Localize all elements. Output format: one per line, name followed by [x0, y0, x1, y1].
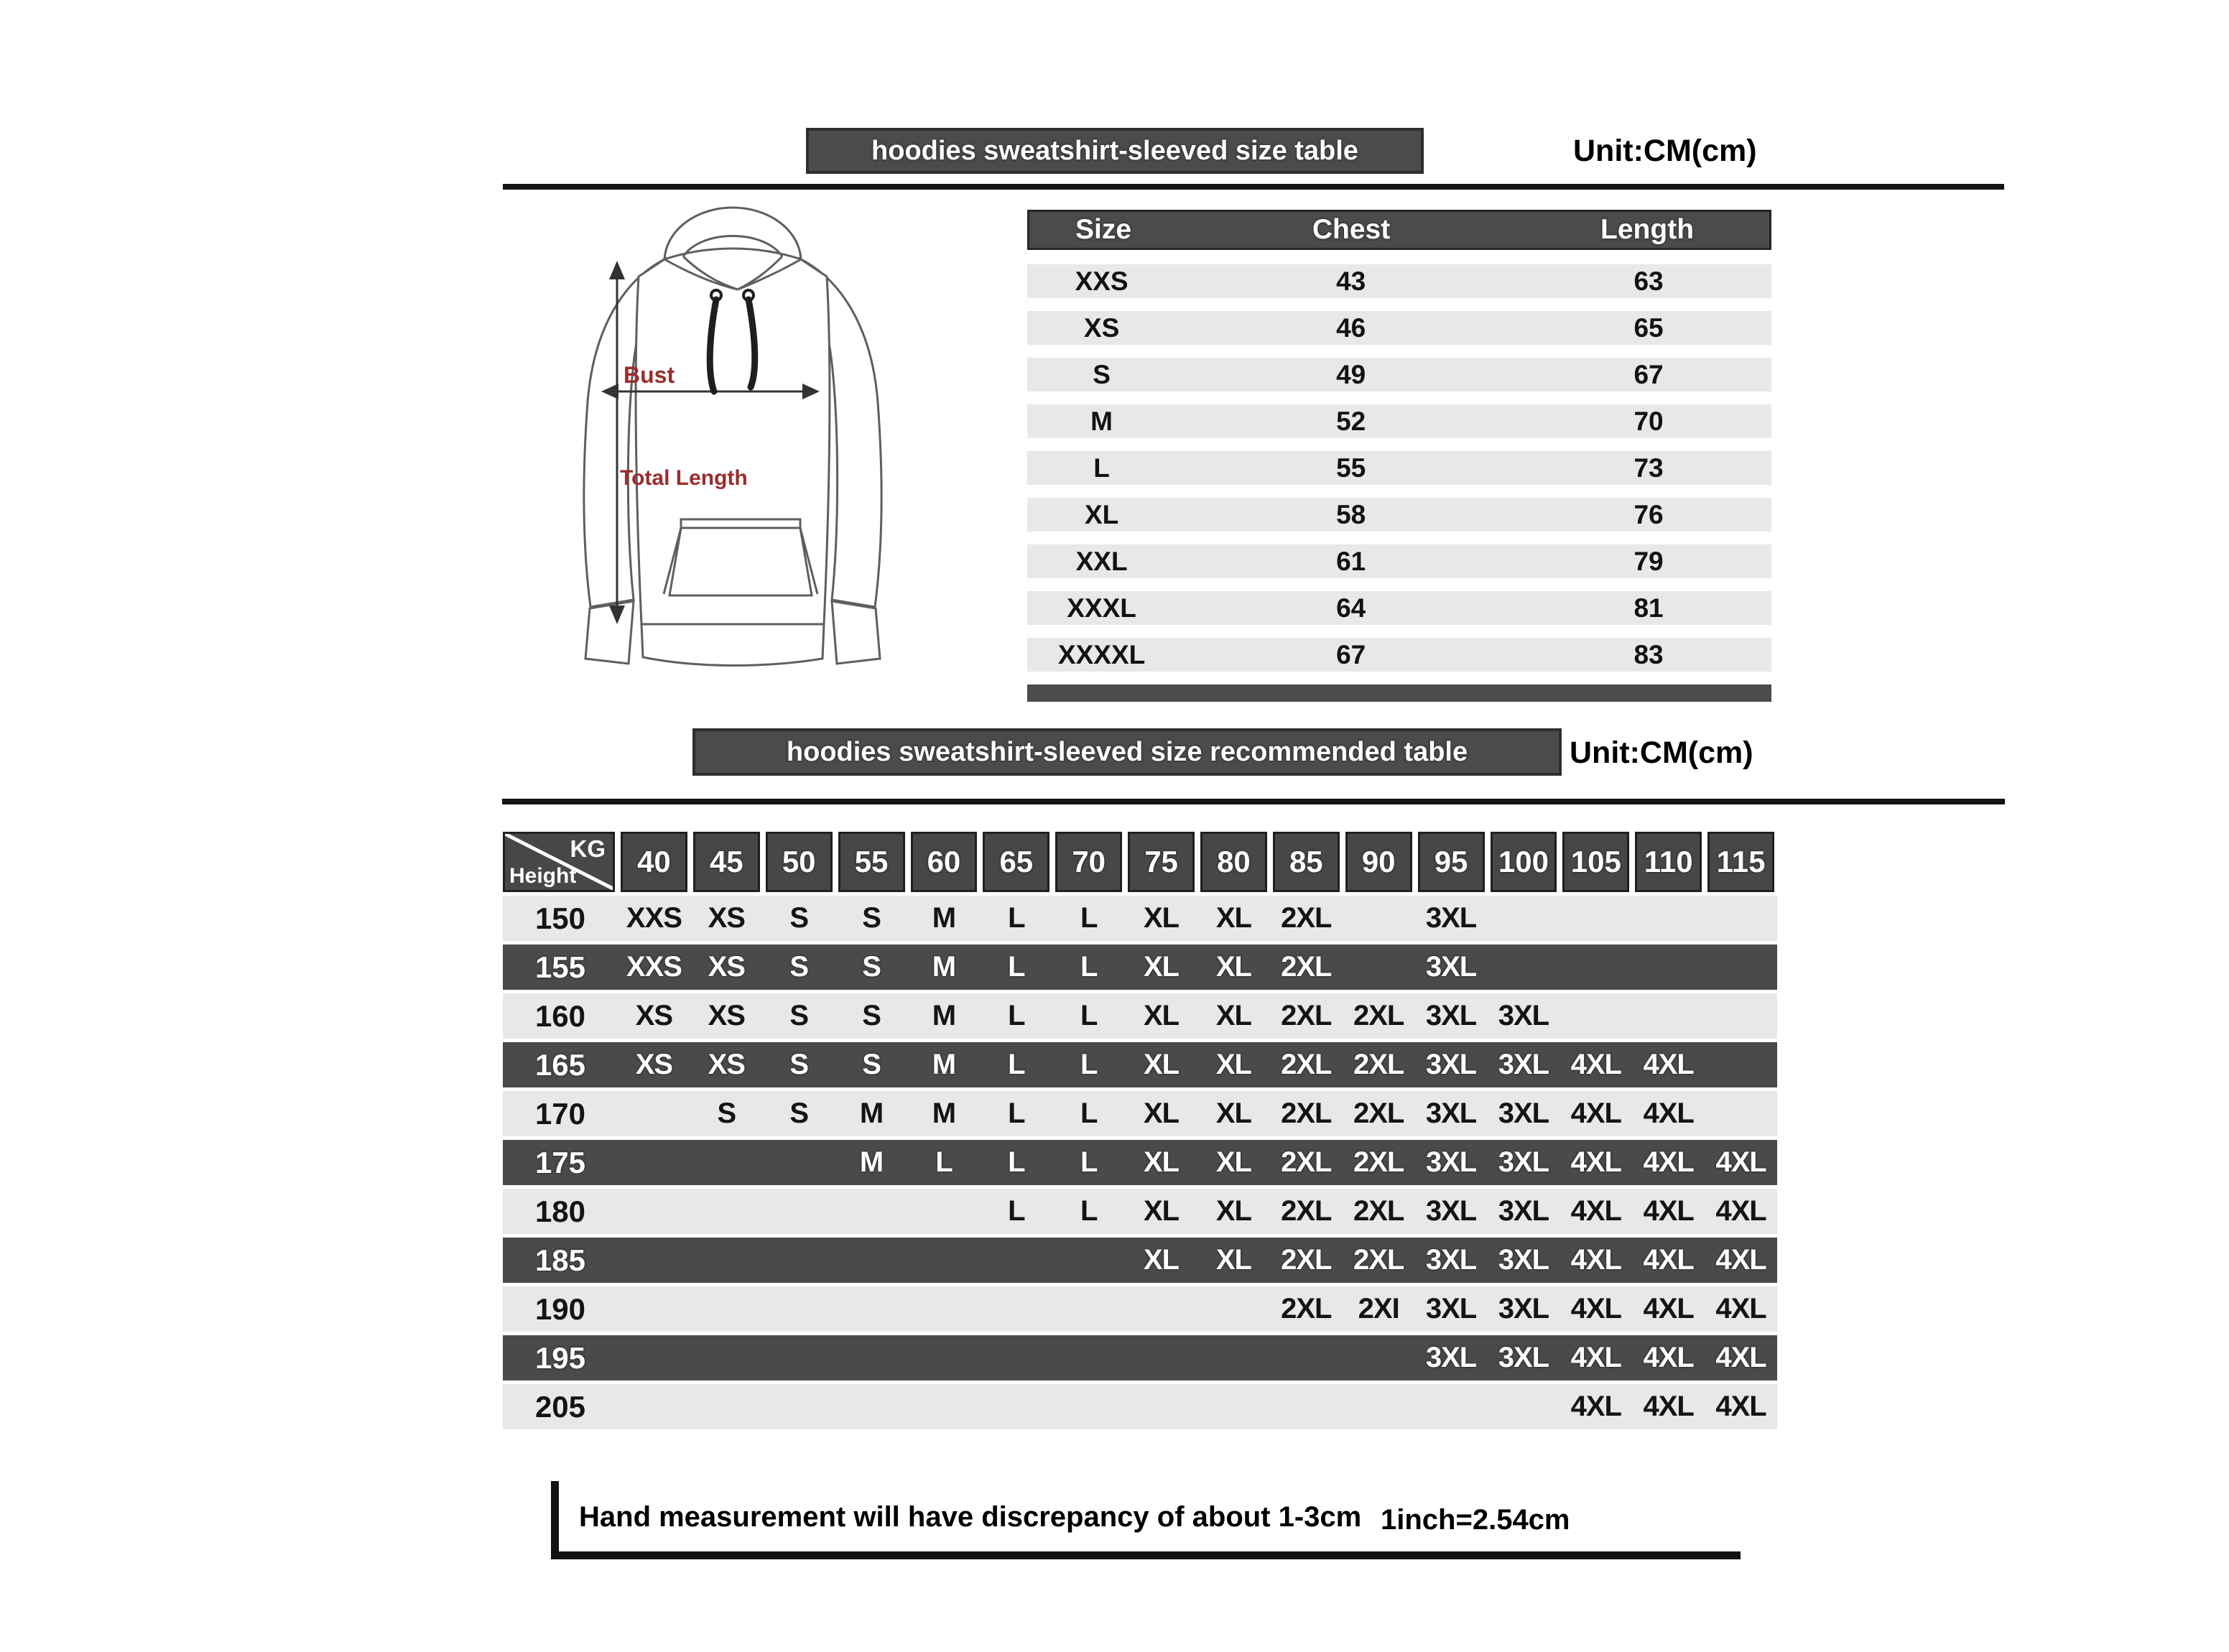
- size-recommendation-cell: L: [1008, 1049, 1025, 1080]
- size-recommendation-cell: 2XL: [1353, 1098, 1404, 1129]
- size-cell: L: [1093, 453, 1110, 483]
- size-recommendation-cell: 4XL: [1570, 1391, 1621, 1422]
- size-table-row: [1027, 638, 1771, 672]
- size-recommendation-cell: XL: [1144, 1146, 1180, 1178]
- size-recommendation-cell: 2XL: [1281, 1049, 1332, 1080]
- size-recommendation-cell: 4XL: [1715, 1342, 1766, 1373]
- size-recommendation-cell: L: [935, 1146, 953, 1178]
- size-recommendation-cell: M: [932, 1000, 956, 1031]
- size-recommendation-cell: 2XL: [1281, 1146, 1332, 1178]
- size-cell: XXXL: [1067, 593, 1136, 623]
- matrix-row: [503, 1384, 1777, 1429]
- size-table-row: [1027, 358, 1771, 391]
- height-label: 205: [534, 1389, 586, 1424]
- size-recommendation-cell: L: [1080, 1146, 1098, 1178]
- length-cell: 79: [1633, 546, 1664, 576]
- length-cell: 65: [1633, 312, 1664, 343]
- size-recommendation-cell: 4XL: [1643, 1244, 1694, 1276]
- size-recommendation-cell: 3XL: [1425, 902, 1477, 934]
- weight-header-cell: 75: [1128, 832, 1195, 892]
- size-recommendation-cell: XL: [1144, 1244, 1180, 1276]
- weight-header-cell: 80: [1200, 832, 1267, 892]
- size-recommendation-cell: 3XL: [1425, 1244, 1477, 1276]
- size-table-row: [1027, 498, 1771, 532]
- weight-header-cell: 110: [1635, 832, 1702, 892]
- size-recommendation-cell: XS: [708, 902, 745, 934]
- size-recommendation-cell: S: [789, 1000, 809, 1031]
- height-label: 165: [534, 1047, 586, 1082]
- size-recommendation-cell: XL: [1144, 1049, 1180, 1080]
- size-recommendation-cell: 2XL: [1281, 902, 1332, 934]
- size-recommendation-cell: 4XL: [1570, 1049, 1621, 1080]
- size-recommendation-cell: 3XL: [1425, 1293, 1477, 1324]
- matrix-corner-cell: [503, 832, 615, 892]
- size-cell: XXL: [1075, 546, 1128, 576]
- size-recommendation-cell: L: [1080, 902, 1098, 934]
- matrix-row: [503, 1335, 1777, 1380]
- size-recommendation-cell: L: [1008, 1098, 1025, 1129]
- weight-header-cell: 90: [1345, 832, 1412, 892]
- size-recommendation-cell: S: [789, 902, 809, 934]
- size-recommendation-cell: 2XL: [1281, 1244, 1332, 1276]
- size-cell: XXXXL: [1057, 639, 1146, 669]
- weight-header-cell: 50: [766, 832, 833, 892]
- inch-conversion-note: 1inch=2.54cm: [1381, 1504, 1570, 1536]
- size-recommendation-cell: L: [1080, 1098, 1098, 1129]
- size-recommendation-cell: L: [1008, 1146, 1025, 1178]
- length-cell: 81: [1633, 593, 1664, 623]
- total-length-label: Total Length: [620, 466, 748, 490]
- weight-header-cell: 115: [1707, 832, 1774, 892]
- size-recommendation-cell: 2XI: [1358, 1293, 1399, 1324]
- corner-height-label: Height: [509, 864, 577, 888]
- chest-cell: 43: [1336, 266, 1366, 296]
- matrix-weight-header: [503, 832, 1777, 892]
- matrix-row: [503, 1140, 1777, 1185]
- weight-header-cell: 55: [838, 832, 905, 892]
- size-recommendation-cell: 2XL: [1353, 1195, 1404, 1227]
- size-recommendation-cell: S: [862, 951, 881, 983]
- size-recommendation-cell: 4XL: [1643, 1342, 1694, 1373]
- size-recommendation-cell: XXS: [626, 951, 682, 983]
- chest-cell: 64: [1336, 593, 1366, 623]
- matrix-row: [503, 1286, 1777, 1332]
- size-recommendation-cell: 4XL: [1643, 1391, 1694, 1422]
- footer-bracket-vertical: [551, 1481, 559, 1559]
- size-recommendation-cell: 3XL: [1425, 1195, 1477, 1227]
- chest-column-header: Chest: [1312, 214, 1391, 245]
- divider-middle: [502, 799, 2005, 804]
- size-recommendation-cell: 4XL: [1570, 1195, 1621, 1227]
- size-recommendation-cell: 4XL: [1643, 1098, 1694, 1129]
- size-recommendation-cell: 3XL: [1425, 1000, 1477, 1031]
- size-recommendation-cell: 4XL: [1570, 1146, 1621, 1178]
- length-cell: 67: [1633, 359, 1664, 389]
- length-cell: 76: [1633, 499, 1664, 529]
- weight-header-cell: 40: [621, 832, 687, 892]
- size-recommendation-cell: XL: [1215, 1000, 1251, 1031]
- size-recommendation-cell: 4XL: [1570, 1244, 1621, 1276]
- matrix-row: [503, 896, 1777, 941]
- size-recommendation-cell: M: [859, 1146, 884, 1178]
- chest-cell: 49: [1336, 359, 1366, 389]
- size-table-row: [1027, 451, 1771, 485]
- size-recommendation-cell: M: [932, 1098, 956, 1129]
- size-recommendation-cell: 4XL: [1570, 1293, 1621, 1324]
- height-label: 170: [534, 1096, 586, 1131]
- height-label: 180: [534, 1194, 586, 1228]
- size-recommendation-cell: L: [1008, 1195, 1025, 1227]
- chest-cell: 55: [1336, 453, 1366, 483]
- weight-header-cell: 70: [1055, 832, 1122, 892]
- size-recommendation-cell: XL: [1215, 951, 1251, 983]
- matrix-row: [503, 945, 1777, 990]
- size-recommendation-cell: L: [1080, 1195, 1098, 1227]
- matrix-row: [503, 1042, 1777, 1087]
- size-recommendation-cell: S: [789, 1049, 809, 1080]
- length-cell: 83: [1633, 639, 1664, 669]
- size-recommendation-cell: L: [1008, 951, 1025, 983]
- weight-header-cell: 100: [1491, 832, 1557, 892]
- size-recommendation-cell: 3XL: [1425, 1146, 1477, 1178]
- size-recommendation-cell: XL: [1215, 1195, 1251, 1227]
- size-table-row: [1027, 311, 1771, 345]
- size-table-row: [1027, 264, 1771, 298]
- size-recommendation-cell: L: [1008, 902, 1025, 934]
- size-recommendation-cell: M: [932, 902, 956, 934]
- chest-cell: 52: [1336, 406, 1366, 436]
- size-recommendation-cell: XL: [1144, 902, 1180, 934]
- bust-label: Bust: [624, 362, 675, 388]
- size-recommendation-cell: XL: [1215, 1146, 1251, 1178]
- height-label: 185: [534, 1243, 586, 1277]
- size-recommendation-cell: XXS: [626, 902, 682, 934]
- size-recommendation-cell: 2XL: [1281, 1293, 1332, 1324]
- size-recommendation-cell: XL: [1215, 1098, 1251, 1129]
- size-recommendation-cell: M: [932, 951, 956, 983]
- chest-cell: 46: [1336, 312, 1366, 343]
- size-recommendation-cell: 3XL: [1498, 1098, 1549, 1129]
- size-recommendation-cell: 3XL: [1498, 1049, 1549, 1080]
- recommended-table-title-bar: [692, 728, 1562, 776]
- size-table-row: [1027, 544, 1771, 578]
- recommended-unit-label: Unit:CM(cm): [1570, 735, 1753, 770]
- height-label: 150: [534, 901, 586, 935]
- size-recommendation-cell: 3XL: [1425, 951, 1477, 983]
- size-recommendation-cell: S: [789, 1098, 809, 1129]
- hoodie-diagram: [528, 198, 937, 700]
- size-table-unit-label: Unit:CM(cm): [1573, 134, 1757, 168]
- footer-underline: [551, 1551, 1741, 1559]
- matrix-row: [503, 1091, 1777, 1136]
- size-recommendation-cell: 4XL: [1643, 1195, 1694, 1227]
- weight-header-cell: 65: [983, 832, 1049, 892]
- length-cell: 63: [1633, 266, 1664, 296]
- size-recommendation-cell: S: [862, 902, 881, 934]
- size-recommendation-cell: XL: [1144, 951, 1180, 983]
- weight-header-cell: 45: [693, 832, 760, 892]
- size-table-footer-bar: [1027, 685, 1771, 702]
- weight-header-cell: 95: [1418, 832, 1485, 892]
- chest-cell: 61: [1336, 546, 1366, 576]
- size-recommendation-cell: 2XL: [1281, 1098, 1332, 1129]
- size-recommendation-cell: 4XL: [1715, 1391, 1766, 1422]
- size-table-header: [1027, 210, 1771, 250]
- height-label: 160: [534, 998, 586, 1033]
- size-recommendation-cell: 4XL: [1715, 1244, 1766, 1276]
- size-recommendation-cell: 3XL: [1498, 1195, 1549, 1227]
- length-cell: 73: [1633, 453, 1664, 483]
- height-label: 175: [534, 1145, 586, 1179]
- size-recommendation-cell: 4XL: [1715, 1293, 1766, 1324]
- weight-header-cell: 85: [1273, 832, 1340, 892]
- size-recommendation-cell: XL: [1144, 1195, 1180, 1227]
- weight-header-cell: 60: [911, 832, 978, 892]
- size-recommendation-cell: 3XL: [1425, 1098, 1477, 1129]
- height-label: 155: [534, 950, 586, 984]
- size-recommendation-cell: S: [862, 1049, 881, 1080]
- size-recommendation-cell: 2XL: [1353, 1000, 1404, 1031]
- size-recommendation-cell: XS: [708, 1000, 745, 1031]
- length-cell: 70: [1633, 406, 1664, 436]
- size-cell: XL: [1084, 499, 1119, 529]
- corner-kg-label: KG: [570, 835, 606, 862]
- size-recommendation-cell: 3XL: [1498, 1000, 1549, 1031]
- size-recommendation-cell: 2XL: [1281, 1195, 1332, 1227]
- size-table-row: [1027, 591, 1771, 625]
- length-column-header: Length: [1600, 214, 1695, 245]
- matrix-row: [503, 1189, 1777, 1234]
- size-recommendation-cell: 2XL: [1353, 1146, 1404, 1178]
- size-recommendation-cell: M: [932, 1049, 956, 1080]
- size-recommendation-cell: 4XL: [1570, 1098, 1621, 1129]
- divider-top: [503, 184, 2004, 190]
- size-recommendation-cell: 4XL: [1643, 1293, 1694, 1324]
- size-recommendation-cell: XS: [708, 951, 745, 983]
- size-recommendation-cell: XL: [1215, 902, 1251, 934]
- size-recommendation-cell: 3XL: [1425, 1342, 1477, 1373]
- size-table-row: [1027, 404, 1771, 438]
- weight-header-cell: 105: [1562, 832, 1629, 892]
- size-cell: XXS: [1075, 266, 1129, 296]
- matrix-row: [503, 1238, 1777, 1283]
- size-recommendation-cell: 4XL: [1643, 1146, 1694, 1178]
- size-recommendation-cell: XS: [635, 1000, 673, 1031]
- size-recommendation-cell: 3XL: [1498, 1146, 1549, 1178]
- size-recommendation-cell: 2XL: [1281, 1000, 1332, 1031]
- size-recommendation-cell: L: [1008, 1000, 1025, 1031]
- size-recommendation-cell: XL: [1144, 1000, 1180, 1031]
- recommendation-matrix: [503, 832, 1777, 1433]
- size-recommendation-cell: L: [1080, 1000, 1098, 1031]
- size-recommendation-cell: 4XL: [1643, 1049, 1694, 1080]
- size-table-rows: [1027, 264, 1771, 672]
- size-recommendation-cell: 3XL: [1498, 1293, 1549, 1324]
- size-cell: S: [1093, 359, 1111, 389]
- size-recommendation-cell: 3XL: [1425, 1049, 1477, 1080]
- size-table: [1027, 210, 1771, 702]
- size-recommendation-cell: XS: [635, 1049, 673, 1080]
- size-recommendation-cell: 4XL: [1715, 1195, 1766, 1227]
- matrix-rows: [503, 896, 1777, 1429]
- size-recommendation-cell: L: [1080, 1049, 1098, 1080]
- size-recommendation-cell: XL: [1215, 1049, 1251, 1080]
- size-column-header: Size: [1075, 214, 1132, 245]
- matrix-row: [503, 993, 1777, 1039]
- size-recommendation-cell: 4XL: [1570, 1342, 1621, 1373]
- size-recommendation-cell: 3XL: [1498, 1342, 1549, 1373]
- chest-cell: 58: [1336, 499, 1366, 529]
- recommended-table-title: hoodies sweatshirt-sleeved size recommended table: [786, 736, 1468, 767]
- size-recommendation-cell: S: [717, 1098, 736, 1129]
- size-recommendation-cell: 2XL: [1353, 1049, 1404, 1080]
- size-recommendation-cell: S: [789, 951, 809, 983]
- size-cell: XS: [1083, 312, 1120, 343]
- size-recommendation-cell: 2XL: [1281, 951, 1332, 983]
- size-recommendation-cell: M: [859, 1098, 884, 1129]
- size-table-title-bar: [806, 128, 1424, 174]
- size-recommendation-cell: 3XL: [1498, 1244, 1549, 1276]
- height-label: 195: [534, 1340, 586, 1375]
- hoodie-outline: [584, 208, 881, 666]
- size-cell: M: [1090, 406, 1113, 436]
- size-recommendation-cell: S: [862, 1000, 881, 1031]
- chest-cell: 67: [1336, 639, 1366, 669]
- size-recommendation-cell: XS: [708, 1049, 745, 1080]
- size-recommendation-cell: L: [1080, 951, 1098, 983]
- size-recommendation-cell: 2XL: [1353, 1244, 1404, 1276]
- size-table-title: hoodies sweatshirt-sleeved size table: [871, 135, 1358, 166]
- height-label: 190: [534, 1291, 586, 1326]
- size-recommendation-cell: XL: [1215, 1244, 1251, 1276]
- measurement-note: Hand measurement will have discrepancy of about 1-3cm: [579, 1501, 1362, 1533]
- size-recommendation-cell: 4XL: [1715, 1146, 1766, 1178]
- size-recommendation-cell: XL: [1144, 1098, 1180, 1129]
